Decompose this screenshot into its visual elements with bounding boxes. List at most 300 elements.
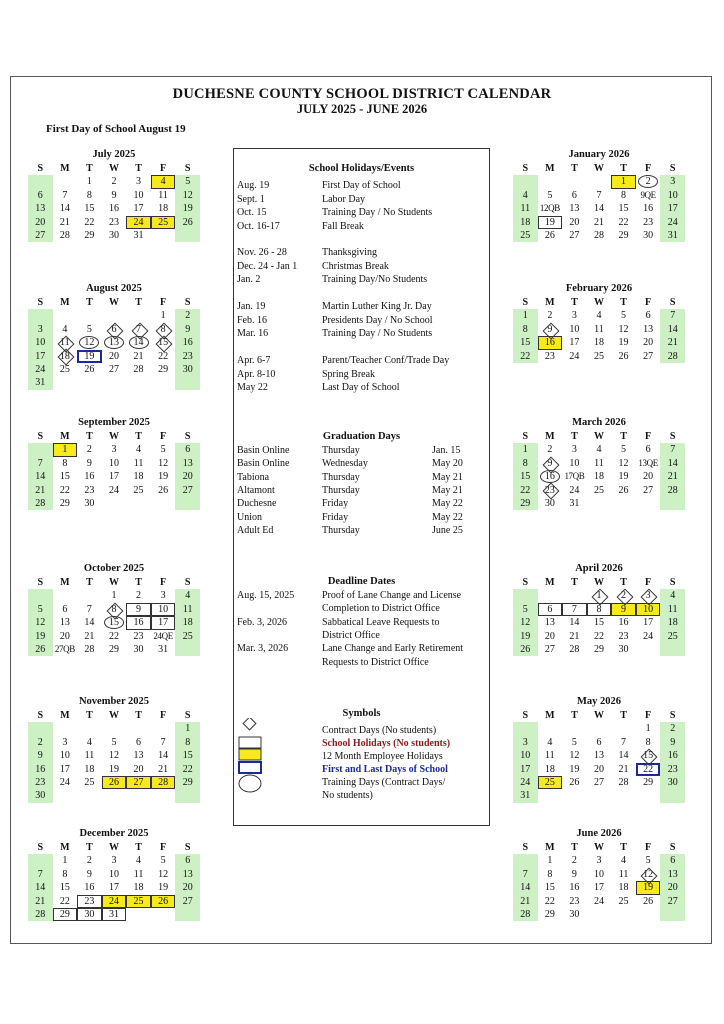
weekday-header: T bbox=[135, 577, 142, 588]
day-cell bbox=[53, 881, 78, 894]
day-number: 3 bbox=[522, 736, 528, 748]
week-row bbox=[513, 202, 685, 215]
holiday-date: Nov. 26 - 28 bbox=[237, 247, 287, 258]
weekday-header: F bbox=[160, 163, 167, 174]
week-row bbox=[513, 497, 685, 510]
week-row bbox=[28, 589, 200, 602]
day-cell bbox=[611, 589, 636, 602]
holiday-date: May 22 bbox=[237, 382, 268, 393]
weekday-header: S bbox=[522, 710, 529, 721]
weekday-header: T bbox=[620, 577, 627, 588]
day-cell bbox=[587, 749, 612, 762]
weekday-header: T bbox=[86, 431, 93, 442]
day-number: 9 bbox=[670, 736, 676, 748]
day-cell bbox=[175, 643, 200, 656]
day-number: 20 bbox=[182, 471, 193, 483]
day-number: 20 bbox=[133, 763, 144, 775]
day-number: 8 bbox=[522, 323, 528, 335]
day-cell bbox=[538, 457, 563, 470]
day-number: 8 bbox=[645, 736, 651, 748]
day-number: 10 bbox=[667, 189, 678, 201]
day-number: 24 bbox=[520, 777, 531, 789]
day-cell bbox=[151, 497, 176, 510]
day-number: 18 bbox=[84, 763, 95, 775]
day-number: 31 bbox=[569, 498, 580, 510]
day-cell bbox=[151, 323, 176, 336]
day-cell bbox=[151, 216, 176, 229]
day-cell bbox=[513, 589, 538, 602]
day-cell bbox=[102, 643, 127, 656]
week-row bbox=[28, 497, 200, 510]
day-cell bbox=[151, 603, 176, 616]
holiday-date: Feb. 16 bbox=[237, 314, 267, 326]
day-cell bbox=[587, 643, 612, 656]
day-cell bbox=[611, 229, 636, 242]
day-cell bbox=[587, 854, 612, 867]
graduation-school: Basin Online bbox=[237, 458, 290, 470]
day-number: 14 bbox=[35, 471, 46, 483]
day-cell bbox=[28, 376, 53, 389]
day-cell bbox=[77, 603, 102, 616]
holiday-row bbox=[234, 314, 489, 327]
day-number: 17 bbox=[108, 471, 119, 483]
day-number: 24 bbox=[569, 484, 580, 496]
day-cell bbox=[636, 189, 661, 202]
day-cell bbox=[126, 881, 151, 894]
weekday-header: F bbox=[645, 431, 652, 442]
weekday-header: F bbox=[645, 577, 652, 588]
day-cell bbox=[28, 175, 53, 188]
holiday-row bbox=[234, 300, 489, 313]
day-number: 22 bbox=[182, 763, 193, 775]
day-number: 2 bbox=[37, 736, 43, 748]
week-row bbox=[513, 216, 685, 229]
weekday-header: S bbox=[522, 297, 529, 308]
weekday-header: W bbox=[593, 577, 604, 588]
day-number: 7 bbox=[62, 189, 68, 201]
week-row bbox=[28, 376, 200, 389]
day-cell bbox=[175, 443, 200, 456]
day-number: 18 bbox=[544, 763, 555, 775]
graduation-row bbox=[234, 497, 489, 510]
day-number: 13 bbox=[182, 868, 193, 880]
weekday-header: S bbox=[522, 431, 529, 442]
week-row bbox=[28, 776, 200, 789]
day-cell bbox=[562, 749, 587, 762]
day-cell bbox=[513, 309, 538, 322]
day-cell bbox=[77, 229, 102, 242]
day-number: 7 bbox=[621, 736, 627, 748]
day-cell bbox=[77, 749, 102, 762]
weekday-header-row bbox=[513, 576, 685, 589]
day-cell bbox=[102, 457, 127, 470]
weekday-header-row bbox=[28, 296, 200, 309]
day-cell bbox=[538, 908, 563, 921]
day-number: 13 bbox=[104, 336, 124, 349]
day-number: 26 bbox=[643, 895, 654, 907]
week-row bbox=[28, 309, 200, 322]
day-cell bbox=[53, 484, 78, 497]
day-cell bbox=[151, 736, 176, 749]
day-cell bbox=[126, 603, 151, 616]
week-row bbox=[513, 443, 685, 456]
day-number: 7 bbox=[670, 310, 676, 322]
day-cell bbox=[538, 722, 563, 735]
day-number: 19 bbox=[618, 471, 629, 483]
day-number: 15 bbox=[520, 471, 531, 483]
day-number: 30 bbox=[643, 230, 654, 242]
day-cell bbox=[513, 484, 538, 497]
day-number: 27 bbox=[182, 895, 193, 907]
day-number: 11 bbox=[182, 603, 193, 615]
day-number: 27 bbox=[133, 777, 144, 789]
day-number: 3 bbox=[136, 176, 142, 188]
day-number: 17 bbox=[108, 882, 119, 894]
day-number: 17 bbox=[667, 203, 678, 215]
day-cell bbox=[102, 175, 127, 188]
day-number: 26 bbox=[520, 644, 531, 656]
day-cell bbox=[53, 189, 78, 202]
day-cell bbox=[562, 323, 587, 336]
day-cell bbox=[77, 175, 102, 188]
day-number: 14 bbox=[84, 617, 95, 629]
graduation-date: May 21 bbox=[432, 484, 463, 496]
month-calendar bbox=[513, 416, 685, 510]
weekday-header: M bbox=[60, 577, 70, 588]
month-calendar bbox=[513, 695, 685, 803]
day-cell bbox=[77, 776, 102, 789]
day-number: 26 bbox=[182, 216, 193, 228]
day-number: 7 bbox=[160, 736, 166, 748]
weekday-header: T bbox=[86, 842, 93, 853]
day-cell bbox=[53, 470, 78, 483]
day-cell bbox=[175, 776, 200, 789]
deadline-description: Lane Change and Early Retirement bbox=[322, 643, 464, 655]
day-number: 20 bbox=[108, 350, 119, 362]
deadline-date: Mar. 3, 2026 bbox=[237, 643, 289, 655]
day-cell bbox=[126, 589, 151, 602]
day-number: 23 bbox=[84, 484, 95, 496]
day-number: 10 bbox=[569, 323, 580, 335]
weekday-header-row bbox=[28, 576, 200, 589]
day-cell bbox=[53, 776, 78, 789]
day-number: 4 bbox=[160, 176, 166, 188]
week-row bbox=[513, 736, 685, 749]
day-cell bbox=[636, 470, 661, 483]
day-number: 30 bbox=[618, 644, 629, 656]
day-number: 24 bbox=[35, 364, 46, 376]
day-cell bbox=[562, 881, 587, 894]
day-number: 6 bbox=[136, 736, 142, 748]
weekday-header-row bbox=[513, 709, 685, 722]
day-cell bbox=[126, 616, 151, 629]
day-cell bbox=[126, 497, 151, 510]
graduation-date: Jan. 15 bbox=[432, 445, 461, 456]
day-number: 8 bbox=[596, 603, 602, 615]
day-cell bbox=[636, 216, 661, 229]
day-cell bbox=[636, 868, 661, 881]
weekday-header: S bbox=[37, 297, 44, 308]
day-cell bbox=[562, 643, 587, 656]
week-row bbox=[28, 470, 200, 483]
day-number: 14 bbox=[569, 617, 580, 629]
day-number: 15 bbox=[618, 203, 629, 215]
day-cell bbox=[28, 309, 53, 322]
graduation-date: May 22 bbox=[432, 511, 463, 523]
day-cell bbox=[53, 323, 78, 336]
weekday-header: M bbox=[60, 163, 70, 174]
day-cell bbox=[151, 376, 176, 389]
week-row bbox=[513, 229, 685, 242]
weekday-header-row bbox=[513, 162, 685, 175]
graduation-row bbox=[234, 471, 489, 484]
day-number: 15 bbox=[643, 750, 654, 762]
day-cell bbox=[102, 589, 127, 602]
day-cell bbox=[28, 336, 53, 349]
day-cell bbox=[28, 895, 53, 908]
weekday-header: F bbox=[645, 297, 652, 308]
day-number: 9 bbox=[111, 189, 117, 201]
day-cell bbox=[660, 457, 685, 470]
day-cell bbox=[513, 603, 538, 616]
symbol-school-holidays-label: School Holidays (No students) bbox=[322, 738, 451, 749]
day-cell bbox=[538, 309, 563, 322]
day-cell bbox=[513, 776, 538, 789]
symbols-heading: Symbols bbox=[342, 708, 381, 719]
day-cell bbox=[636, 202, 661, 215]
day-number: 27 bbox=[593, 777, 604, 789]
day-number: 11 bbox=[520, 203, 531, 215]
month-name: July 2025 bbox=[92, 149, 136, 160]
day-cell bbox=[611, 616, 636, 629]
day-number: 6 bbox=[670, 855, 676, 867]
week-row bbox=[513, 722, 685, 735]
day-cell bbox=[587, 457, 612, 470]
day-number: 22 bbox=[108, 630, 119, 642]
day-cell bbox=[126, 868, 151, 881]
weekday-header: W bbox=[593, 842, 604, 853]
week-row bbox=[28, 881, 200, 894]
day-cell bbox=[53, 763, 78, 776]
week-row bbox=[513, 749, 685, 762]
day-number: 4 bbox=[621, 855, 627, 867]
day-cell bbox=[611, 309, 636, 322]
day-cell bbox=[53, 443, 78, 456]
day-cell bbox=[538, 616, 563, 629]
day-cell bbox=[126, 457, 151, 470]
day-cell bbox=[102, 868, 127, 881]
day-cell bbox=[175, 336, 200, 349]
day-number: 21 bbox=[59, 216, 70, 228]
day-number: 4 bbox=[522, 189, 528, 201]
weekday-header: M bbox=[60, 431, 70, 442]
day-cell bbox=[28, 589, 53, 602]
day-number: 23 bbox=[35, 777, 46, 789]
day-cell bbox=[28, 363, 53, 376]
day-cell bbox=[28, 603, 53, 616]
weekday-header: W bbox=[593, 710, 604, 721]
day-cell bbox=[513, 789, 538, 802]
day-number: 30 bbox=[182, 364, 193, 376]
month-grid bbox=[513, 709, 685, 803]
day-number: 16 bbox=[84, 882, 95, 894]
day-number: 12 bbox=[158, 457, 169, 469]
day-cell bbox=[587, 229, 612, 242]
day-number: 20 bbox=[667, 882, 678, 894]
day-number: 30 bbox=[667, 777, 678, 789]
holiday-description: Labor Day bbox=[322, 193, 366, 205]
weekday-header: S bbox=[37, 710, 44, 721]
day-cell bbox=[636, 336, 661, 349]
day-number: 10 bbox=[133, 189, 144, 201]
day-number: 30 bbox=[84, 498, 95, 510]
month-grid bbox=[28, 841, 200, 921]
day-number: 18 bbox=[158, 203, 169, 215]
graduation-weekday: Thursday bbox=[322, 484, 360, 496]
day-cell bbox=[660, 309, 685, 322]
day-number: 17 bbox=[569, 337, 580, 349]
day-number: 26 bbox=[544, 230, 555, 242]
month-calendar bbox=[28, 416, 200, 510]
graduation-school: Adult Ed bbox=[237, 524, 274, 536]
day-cell bbox=[126, 376, 151, 389]
day-cell bbox=[538, 895, 563, 908]
day-cell bbox=[538, 643, 563, 656]
day-cell bbox=[53, 868, 78, 881]
day-number: 1 bbox=[645, 723, 651, 735]
weekday-header: T bbox=[620, 297, 627, 308]
day-number: 11 bbox=[618, 868, 629, 880]
week-row bbox=[28, 323, 200, 336]
day-cell bbox=[28, 630, 53, 643]
day-cell bbox=[175, 616, 200, 629]
day-number: 12 bbox=[520, 617, 531, 629]
day-cell bbox=[587, 736, 612, 749]
day-number: 28 bbox=[59, 230, 70, 242]
day-number: 12 bbox=[569, 750, 580, 762]
day-cell bbox=[562, 868, 587, 881]
day-cell bbox=[587, 216, 612, 229]
holiday-date: Oct. 15 bbox=[237, 207, 267, 218]
deadline-row bbox=[234, 642, 489, 655]
day-cell bbox=[102, 202, 127, 215]
day-number: 23 bbox=[569, 895, 580, 907]
day-cell bbox=[562, 470, 587, 483]
day-cell bbox=[175, 763, 200, 776]
day-cell bbox=[562, 309, 587, 322]
day-cell bbox=[587, 350, 612, 363]
day-cell bbox=[53, 229, 78, 242]
day-cell bbox=[562, 736, 587, 749]
day-number: 8 bbox=[62, 868, 68, 880]
weekday-header: F bbox=[160, 297, 167, 308]
day-number: 5 bbox=[522, 603, 528, 615]
weekday-header-row bbox=[28, 841, 200, 854]
day-number: 24 bbox=[108, 895, 119, 907]
month-calendar bbox=[28, 827, 200, 921]
symbol-contract-label: Contract Days (No students) bbox=[322, 725, 437, 736]
day-cell bbox=[538, 630, 563, 643]
day-number: 13 bbox=[544, 617, 555, 629]
day-number: 7 bbox=[522, 868, 528, 880]
day-cell bbox=[660, 908, 685, 921]
day-number: 10 bbox=[35, 337, 46, 349]
day-cell bbox=[53, 643, 78, 656]
day-cell bbox=[587, 908, 612, 921]
day-cell bbox=[587, 776, 612, 789]
day-cell bbox=[562, 763, 587, 776]
day-cell bbox=[102, 309, 127, 322]
weekday-header: T bbox=[86, 577, 93, 588]
day-cell bbox=[562, 589, 587, 602]
day-cell bbox=[611, 216, 636, 229]
day-cell bbox=[151, 202, 176, 215]
day-number: 18 bbox=[593, 337, 604, 349]
day-number: 7 bbox=[670, 444, 676, 456]
day-number: 16 bbox=[84, 471, 95, 483]
day-number: 27 bbox=[108, 364, 119, 376]
holiday-description: Thanksgiving bbox=[322, 247, 377, 258]
day-number: 31 bbox=[108, 909, 119, 921]
day-cell bbox=[636, 736, 661, 749]
graduation-weekday: Wednesday bbox=[322, 458, 368, 470]
month-grid bbox=[28, 430, 200, 510]
day-cell bbox=[660, 229, 685, 242]
day-cell bbox=[636, 895, 661, 908]
month-name: March 2026 bbox=[572, 417, 626, 428]
day-cell bbox=[151, 722, 176, 735]
day-cell bbox=[126, 643, 151, 656]
day-cell bbox=[126, 323, 151, 336]
day-cell bbox=[102, 854, 127, 867]
day-cell bbox=[102, 443, 127, 456]
day-number: 22 bbox=[643, 763, 654, 775]
day-cell bbox=[53, 497, 78, 510]
day-cell bbox=[102, 722, 127, 735]
day-number: 27 bbox=[643, 484, 654, 496]
day-cell bbox=[587, 616, 612, 629]
day-number: 6 bbox=[111, 323, 117, 335]
holiday-row bbox=[234, 354, 489, 367]
day-number: 29 bbox=[59, 498, 70, 510]
day-number: 9QE bbox=[640, 189, 656, 200]
day-cell bbox=[28, 868, 53, 881]
weekday-header-row bbox=[513, 841, 685, 854]
weekday-header: S bbox=[37, 163, 44, 174]
day-cell bbox=[562, 789, 587, 802]
day-number: 12 bbox=[618, 457, 629, 469]
day-cell bbox=[538, 789, 563, 802]
day-cell bbox=[77, 497, 102, 510]
month-calendar bbox=[28, 695, 200, 803]
week-row bbox=[28, 908, 200, 921]
day-cell bbox=[77, 323, 102, 336]
day-cell bbox=[102, 497, 127, 510]
day-number: 5 bbox=[571, 736, 577, 748]
day-cell bbox=[513, 630, 538, 643]
day-number: 20 bbox=[544, 630, 555, 642]
day-number: 2 bbox=[670, 723, 676, 735]
day-number: 28 bbox=[618, 777, 629, 789]
day-cell bbox=[28, 443, 53, 456]
day-cell bbox=[77, 643, 102, 656]
day-cell bbox=[175, 484, 200, 497]
day-cell bbox=[102, 630, 127, 643]
day-cell bbox=[636, 229, 661, 242]
graduation-row bbox=[234, 484, 489, 497]
day-number: 7 bbox=[136, 323, 142, 335]
day-number: 21 bbox=[520, 895, 531, 907]
